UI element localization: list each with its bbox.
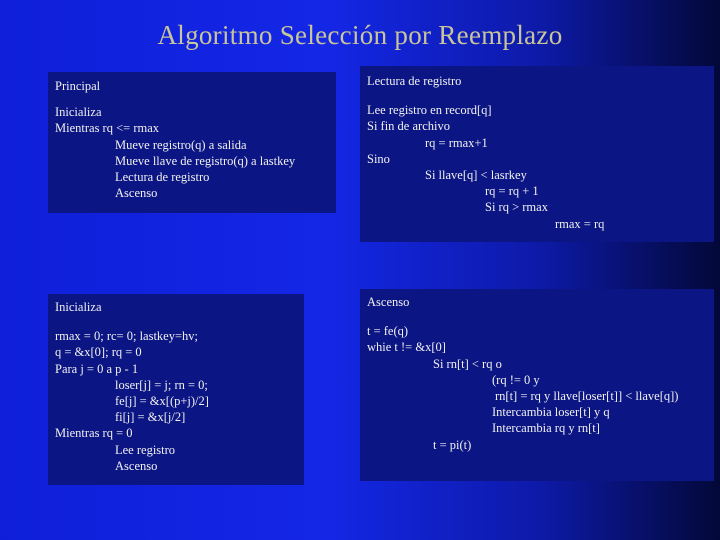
inicializa-line: q = &x[0]; rq = 0 [55, 345, 142, 360]
ascenso-heading: Ascenso [367, 295, 410, 309]
principal-line: Mueve llave de registro(q) a lastkey [115, 153, 296, 168]
ascenso-line: Si rn[t] < rq o [433, 356, 502, 371]
ascenso-line: Intercambia rq y rn[t] [492, 421, 600, 436]
ascenso-line: t = pi(t) [433, 437, 472, 452]
lectura-line: Lee registro en record[q] [367, 103, 492, 118]
principal-heading: Principal [55, 79, 101, 93]
ascenso-line: t = fe(q) [367, 324, 409, 339]
principal-line: Inicializa [55, 105, 102, 120]
lectura-line: rq = rq + 1 [485, 184, 539, 199]
ascenso-line: rn[t] = rq y llave[loser[t]] < llave[q]) [495, 388, 679, 403]
lectura-line: Si llave[q] < lasrkey [425, 167, 527, 182]
lectura-line: rmax = rq [555, 216, 605, 231]
lectura-line: Sino [367, 151, 390, 166]
inicializa-line: loser[j] = j; rn = 0; [115, 377, 208, 392]
principal-line: Lectura de registro [115, 169, 210, 184]
lectura-line: rq = rmax+1 [425, 135, 488, 150]
lectura-heading: Lectura de registro [367, 74, 462, 88]
principal-line: Mientras rq <= rmax [55, 121, 160, 136]
inicializa-line: Ascenso [115, 458, 158, 473]
principal-line: Ascenso [115, 186, 158, 201]
inicializa-line: Para j = 0 a p - 1 [55, 361, 139, 376]
inicializa-line: fe[j] = &x[(p+j)/2] [115, 393, 209, 408]
inicializa-line: Lee registro [115, 442, 176, 457]
inicializa-line: Mientras rq = 0 [55, 426, 133, 441]
inicializa-box [48, 294, 304, 485]
ascenso-line: Intercambia loser[t] y q [492, 405, 610, 420]
inicializa-line: rmax = 0; rc= 0; lastkey=hv; [55, 329, 198, 344]
lectura-line: Si rq > rmax [485, 200, 548, 215]
slide-title: Algoritmo Selección por Reemplazo [157, 20, 563, 50]
lectura-line: Si fin de archivo [367, 119, 450, 134]
principal-line: Mueve registro(q) a salida [115, 137, 247, 152]
lectura-box [360, 66, 714, 242]
inicializa-heading: Inicializa [55, 300, 102, 314]
ascenso-box [360, 289, 714, 481]
ascenso-line: whie t != &x[0] [367, 340, 446, 355]
ascenso-line: (rq != 0 y [492, 372, 540, 387]
inicializa-line: fi[j] = &x[j/2] [115, 410, 186, 425]
principal-box [48, 72, 336, 213]
